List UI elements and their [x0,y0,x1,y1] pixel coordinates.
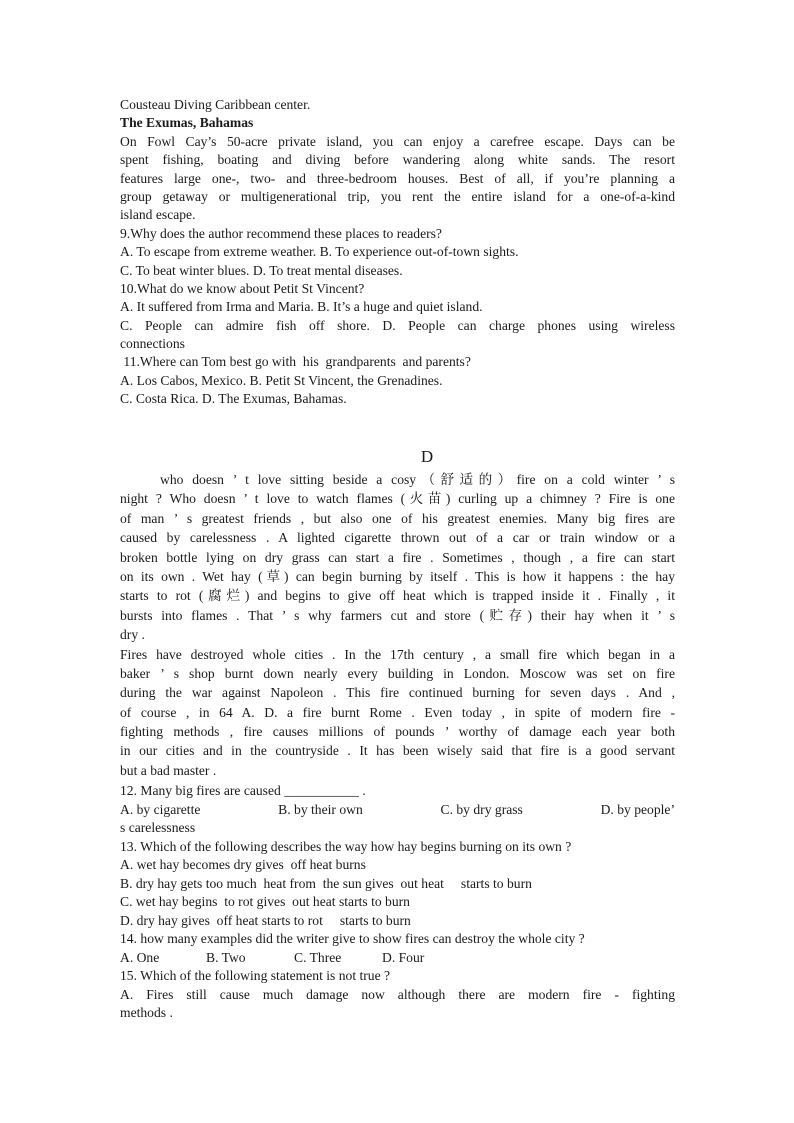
option-d: D. Four [382,949,425,965]
question-11: 11.Where can Tom best go with his grandparents and parents? [120,354,471,370]
question-12-options [120,801,675,820]
question-13-option-d: D. dry hay gives off heat starts to rot starts to burn [120,912,411,928]
question-13: 13. Which of the following describes the way how hay begins burning on its own ? [120,838,572,854]
text-line: group getaway or multigenerational trip, you rent the entire island for a one-of-a-kind [120,188,675,204]
text-line: fighting methods , fire causes millions of pounds ’ worthy of damage each year both [120,724,675,740]
option-d: D. by people’ [600,801,675,817]
text-line: of course , in 64 A. D. a fire burnt Rome . Even today , in spite of modern fire - [120,704,675,720]
text-line: of man ’ s greatest friends , but also one of his greatest enemies. Many big fires are [120,510,675,526]
question-9: 9.Why does the author recommend these places to readers? [120,225,442,241]
question-11-options-ab: A. Los Cabos, Mexico. B. Petit St Vincent, the Grenadines. [120,372,443,388]
text-line: spent fishing, boating and diving before wandering along white sands. The resort [120,152,675,168]
text-line: On Fowl Cay’s 50-acre private island, you can enjoy a carefree escape. Days can be [120,133,675,149]
text-line: during the war against Napoleon . This fire continued burning for seven days . And , [120,685,675,701]
question-13-option-a: A. wet hay becomes dry gives off heat burns [120,857,366,872]
text-line: connections [120,336,185,352]
option-a: A. by cigarette [120,801,201,817]
text-line: s carelessness [120,820,196,835]
text-line: in our cities and in the countryside . It has been wisely said that fire is a good servant [120,743,675,759]
text-line: island escape. [120,207,196,223]
passage-d [120,470,675,780]
text-line: but a bad master . [120,762,217,778]
text-line: dry . [120,627,145,643]
text-line: features large one-, two- and three-bedroom houses. Best of all, if you’re planning a [120,170,675,186]
passage-c-continuation [120,96,675,409]
question-13-option-b: B. dry hay gets too much heat from the sun gives out heat starts to burn [120,875,532,891]
text-line: methods . [120,1005,173,1020]
question-10-options-cd: C. People can admire fish off shore. D. People can charge phones using wireless [120,317,675,333]
text-line: baker ’ s shop burnt down nearly every building in London. Moscow was set on fire [120,665,675,681]
question-10: 10.What do we know about Petit St Vincent? [120,280,365,296]
question-13-option-c: C. wet hay begins to rot gives out heat starts to burn [120,894,410,909]
question-9-options-cd: C. To beat winter blues. D. To treat mental diseases. [120,262,403,278]
question-15-option-a: A. Fires still cause much damage now although there are modern fire - fighting [120,986,675,1002]
text-line: starts to rot (腐烂) and begins to give off heat which is trapped inside it . Finally , it [120,588,675,604]
option-c: C. Three [294,949,342,965]
text-line: who doesn ’ t love sitting beside a cosy（舒适的）fire on a cold winter ’ s [160,472,675,487]
text-line: on its own . Wet hay (草) can begin burning by itself . This is how it happens : the hay [120,568,675,584]
question-14: 14. how many examples did the writer give to show fires can destroy the whole city ? [120,931,585,946]
option-b: B. Two [206,949,246,965]
subheading-exumas: The Exumas, Bahamas [120,115,254,131]
passage-d-questions [120,782,675,1023]
question-15: 15. Which of the following statement is not true ? [120,968,391,983]
text-line: Cousteau Diving Caribbean center. [120,97,311,112]
section-d-title: D [420,447,434,466]
option-a: A. One [120,949,160,965]
text-line: bursts into flames . That ’ s why farmers cut and store (贮存) their hay when it ’ s [120,607,675,623]
text-line: Fires have destroyed whole cities . In the 17th century , a small fire which began in a [120,646,675,662]
question-14-options [120,949,675,968]
text-line: caused by carelessness . A lighted cigarette thrown out of a car or train window or a [120,530,675,546]
question-9-options-ab: A. To escape from extreme weather. B. To experience out-of-town sights. [120,244,519,260]
question-10-options-ab: A. It suffered from Irma and Maria. B. It’s a huge and quiet island. [120,299,483,315]
option-b: B. by their own [278,801,363,817]
option-c: C. by dry grass [440,801,523,817]
question-11-options-cd: C. Costa Rica. D. The Exumas, Bahamas. [120,391,347,407]
text-line: broken bottle lying on dry grass can start a fire . Sometimes , though , a fire can start [120,549,675,565]
question-12: 12. Many big fires are caused ___________ . [120,783,366,798]
text-line: night ? Who doesn ’ t love to watch flames (火苗) curling up a chimney ? Fire is one [120,491,675,507]
